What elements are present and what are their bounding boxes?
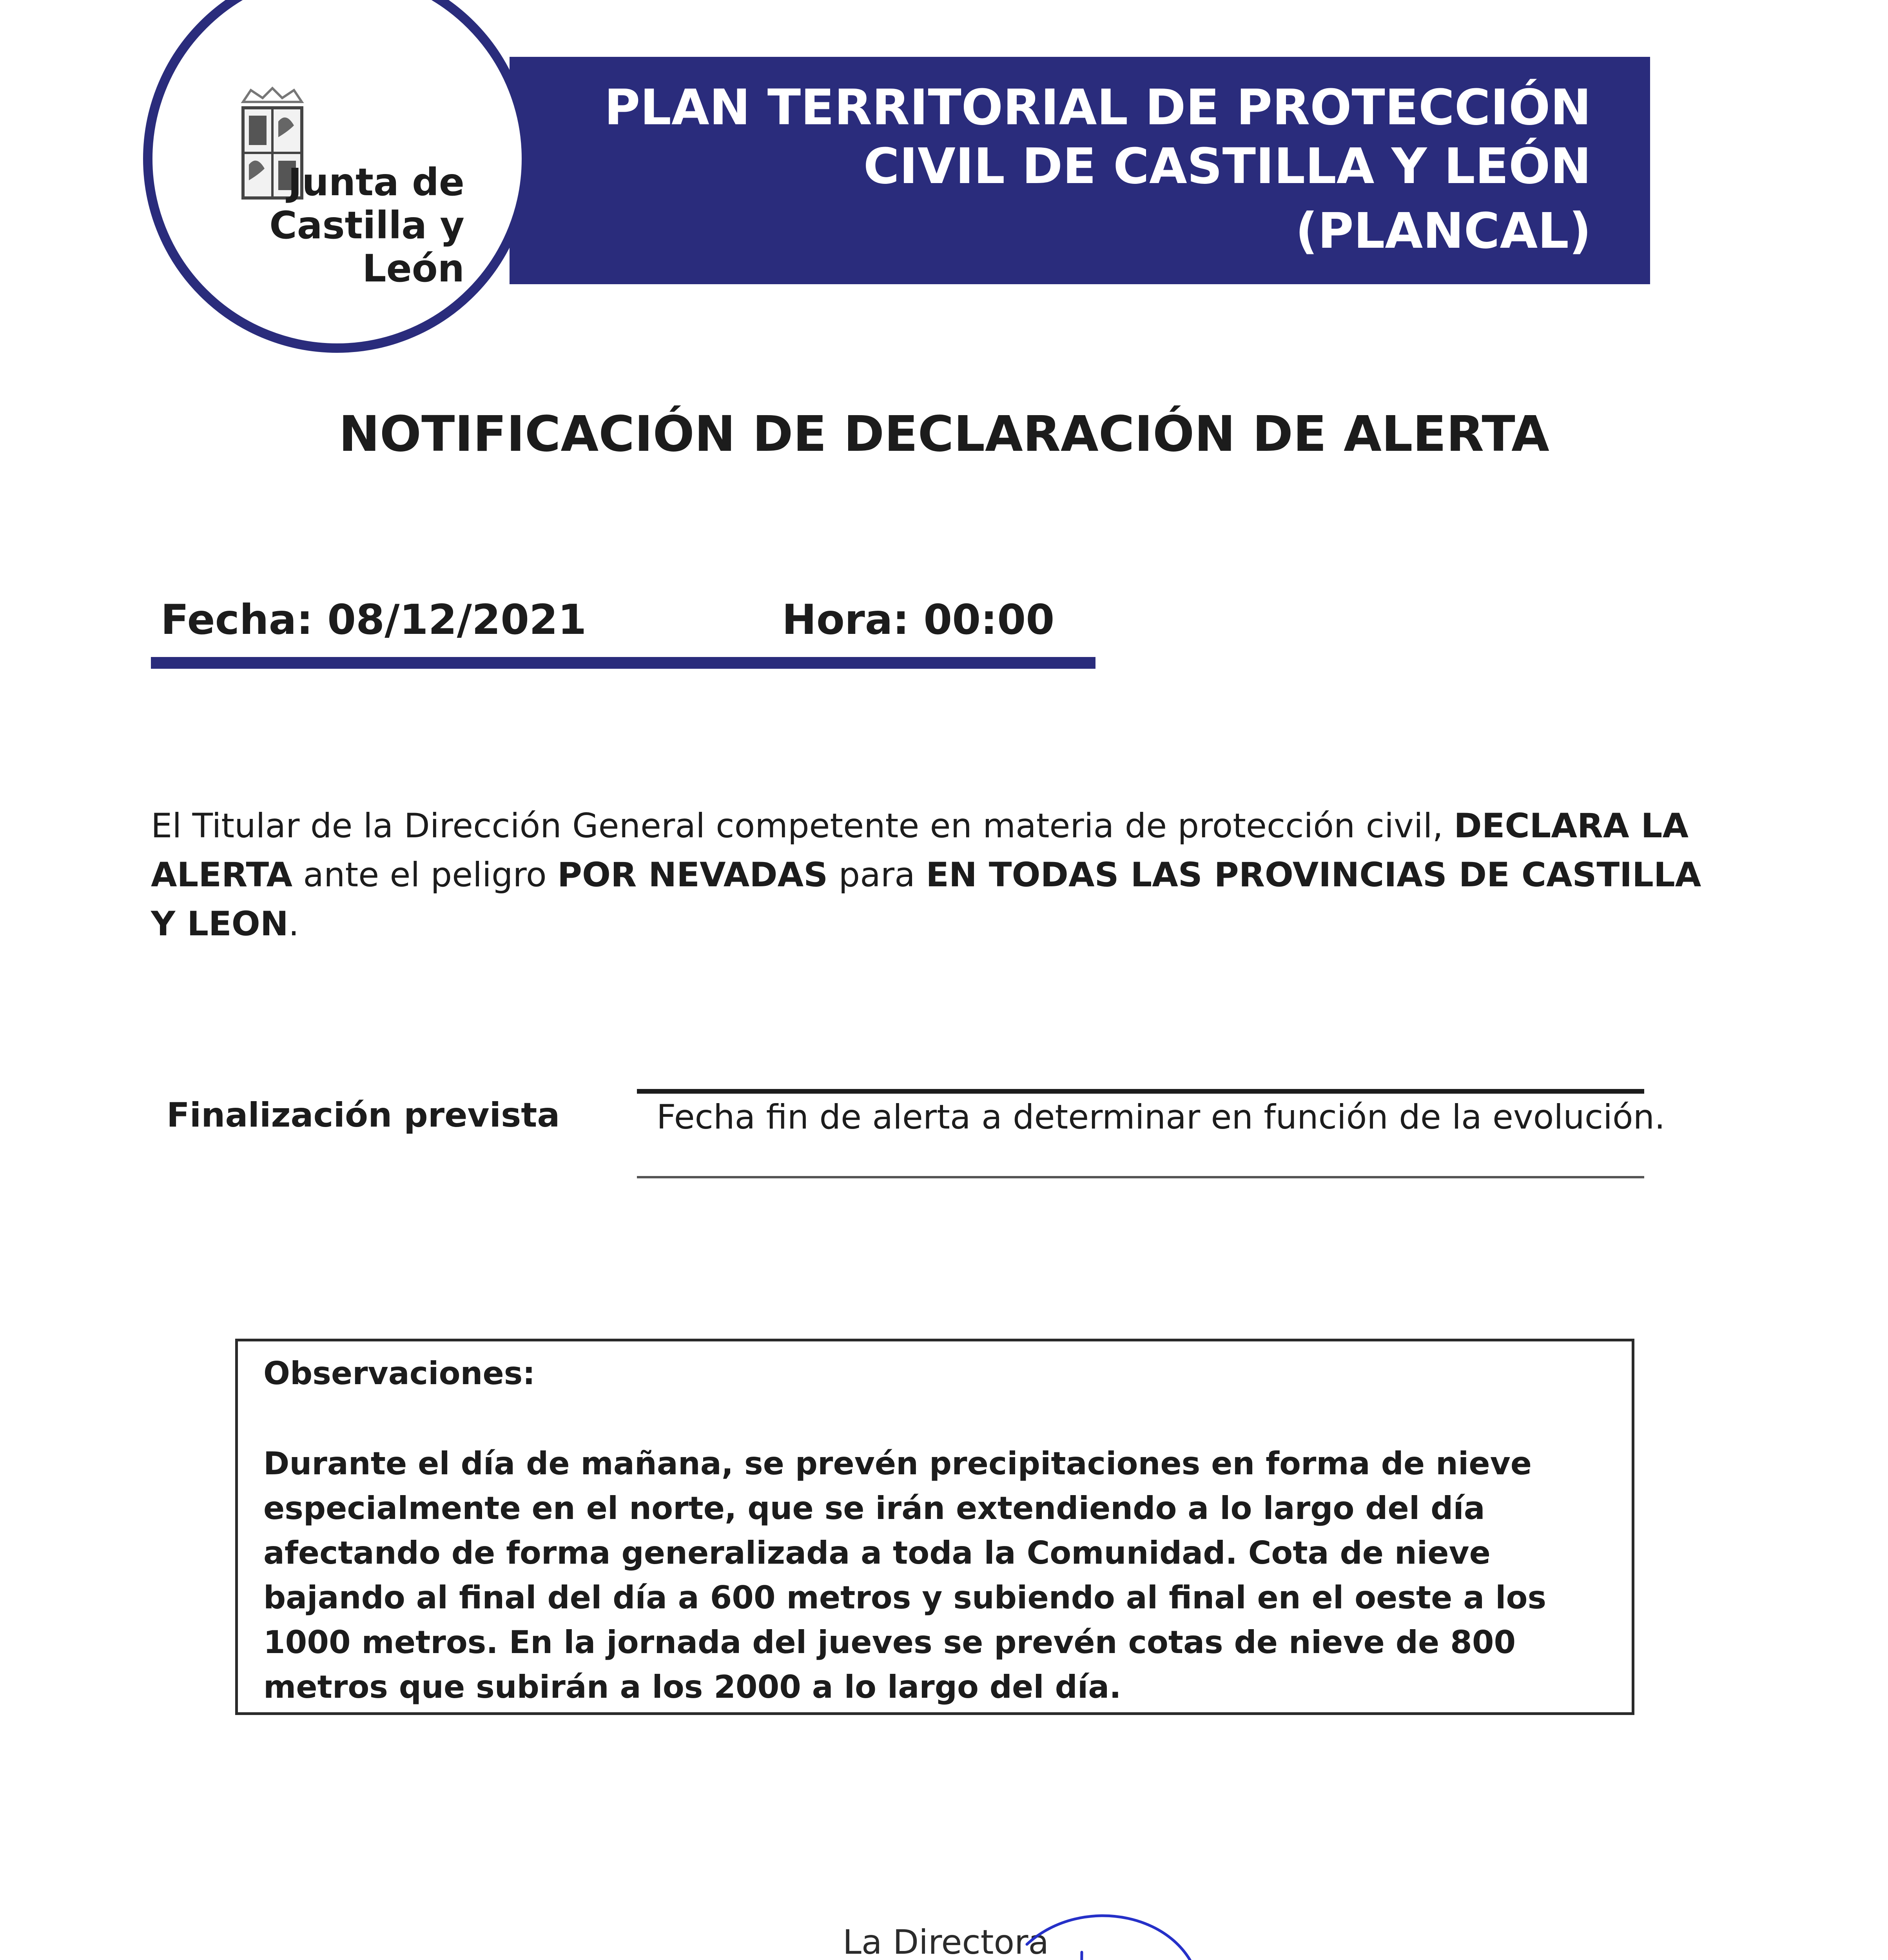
intro-text-4: . xyxy=(288,904,299,944)
date-label: Fecha: 08/12/2021 xyxy=(161,596,587,644)
finalization-bottom-rule xyxy=(637,1176,1644,1178)
banner-title-line3: (PLANCAL) xyxy=(1295,203,1591,260)
logo-line1: Junta de xyxy=(288,160,464,204)
finalization-value: Fecha fin de alerta a determinar en función de la evolución. xyxy=(657,1098,1665,1137)
header-banner xyxy=(510,57,1650,284)
time-label: Hora: 00:00 xyxy=(782,596,1055,644)
document-title: NOTIFICACIÓN DE DECLARACIÓN DE ALERTA xyxy=(339,406,1549,463)
intro-text-2: ante el peligro xyxy=(292,855,557,895)
observations-text: Durante el día de mañana, se prevén precipitaciones en forma de nieve especialmente en el norte, que se irán extendiendo a lo largo del día afectando de forma generalizada a toda la Comunidad. Cota de nieve bajando al final del día a 600 metros y subiendo al final en el oeste a los 1000 metros. En la jornada del jueves se prevén cotas de nieve de 800 metros que subirán a los 2000 a lo largo del día. xyxy=(263,1445,1547,1705)
date-underline xyxy=(151,657,1095,669)
logo-text xyxy=(214,161,488,290)
logo-line2: Castilla y León xyxy=(269,203,464,290)
intro-text-3: para xyxy=(828,855,926,895)
observations-title: Observaciones: xyxy=(263,1355,535,1392)
intro-hazard: POR NEVADAS xyxy=(557,855,828,895)
declaration-paragraph xyxy=(151,802,1727,949)
handwritten-signature xyxy=(862,1897,1333,1960)
banner-title-line2: CIVIL DE CASTILLA Y LEÓN xyxy=(863,138,1591,195)
finalization-label: Finalización prevista xyxy=(167,1096,560,1135)
signer-role: La Directora xyxy=(843,1923,1049,1960)
finalization-top-rule xyxy=(637,1089,1644,1094)
observations-box xyxy=(235,1339,1634,1715)
intro-text-1: El Titular de la Dirección General competente en materia de protección civil, xyxy=(151,806,1454,846)
intro-declares-alert: DECLARA LA ALERTA xyxy=(151,806,1688,895)
banner-title-line1: PLAN TERRITORIAL DE PROTECCIÓN xyxy=(604,79,1591,136)
intro-area: EN TODAS LAS PROVINCIAS DE CASTILLA Y LEON xyxy=(151,855,1701,944)
